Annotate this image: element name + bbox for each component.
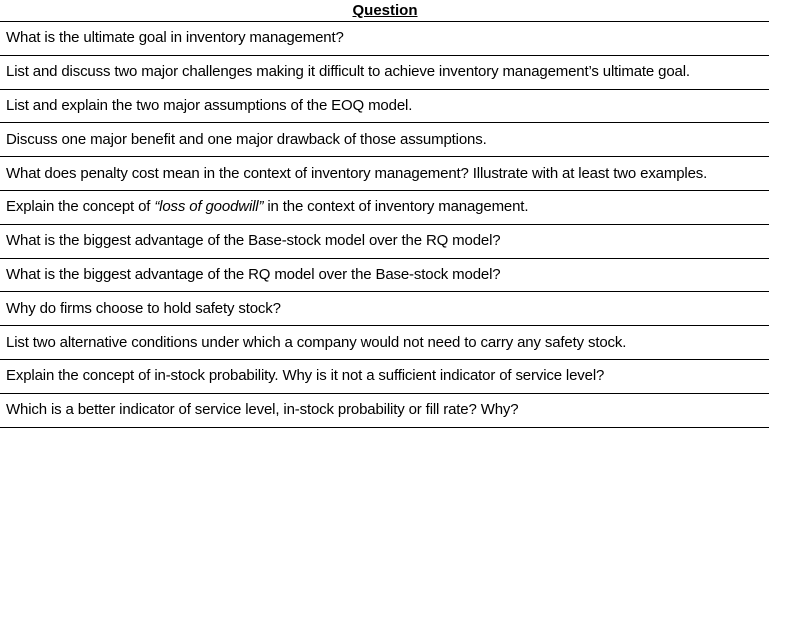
question-text: What is the biggest advantage of the RQ model over the Base-stock model?: [6, 265, 501, 283]
table-row: [0, 22, 769, 56]
question-text-italic: “loss of goodwill”: [154, 198, 264, 216]
question-text: List two alternative conditions under which a company would not need to carry any safety stock.: [6, 333, 627, 351]
table-row: [0, 191, 769, 225]
question-text: What does penalty cost mean in the context of inventory management? Illustrate with at least two examples.: [6, 164, 708, 182]
question-text: [6, 198, 528, 216]
question-text: What is the ultimate goal in inventory management?: [6, 29, 344, 47]
table-row: [0, 123, 769, 157]
table-row: [0, 360, 769, 394]
table-row: [0, 225, 769, 259]
question-text: Discuss one major benefit and one major drawback of those assumptions.: [6, 130, 487, 148]
column-header-question: Question: [352, 2, 418, 19]
question-text: Why do firms choose to hold safety stock?: [6, 299, 281, 317]
table-row: [0, 394, 769, 428]
table-row: [0, 56, 769, 90]
table-row: [0, 326, 769, 360]
question-text: Explain the concept of in-stock probability. Why is it not a sufficient indicator of service level?: [6, 367, 605, 385]
question-text: List and discuss two major challenges making it difficult to achieve inventory management’s ultimate goal.: [6, 63, 690, 81]
question-text-start: Explain the concept of: [6, 198, 155, 216]
question-text: Which is a better indicator of service level, in-stock probability or fill rate? Why?: [6, 401, 519, 419]
question-text: What is the biggest advantage of the Base-stock model over the RQ model?: [6, 232, 501, 250]
table-row: [0, 292, 769, 326]
table-header-row: [0, 0, 769, 22]
question-text-end: in the context of inventory management.: [263, 198, 529, 216]
table-row: [0, 90, 769, 124]
table-row: [0, 157, 769, 191]
table-row: [0, 259, 769, 293]
question-text: List and explain the two major assumptions of the EOQ model.: [6, 96, 413, 114]
